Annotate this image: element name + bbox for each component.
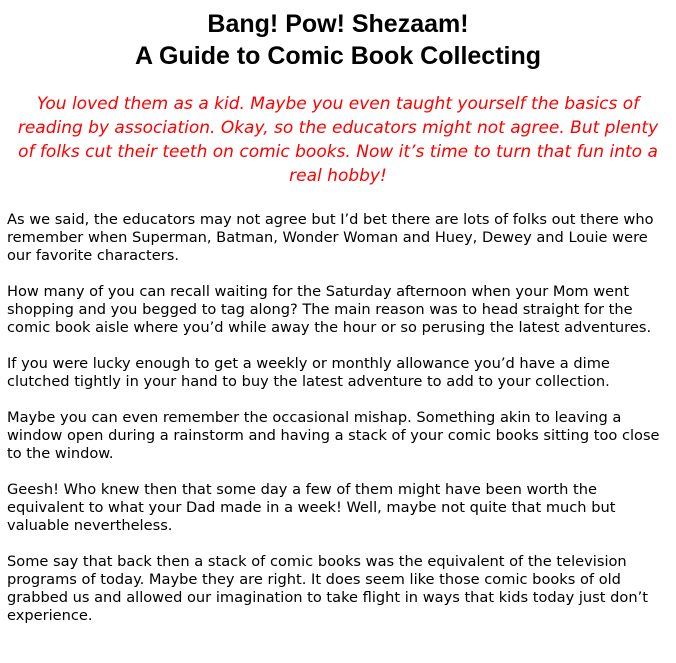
- title-line-1: Bang! Pow! Shezaam!: [207, 10, 469, 38]
- article: [7, 8, 669, 625]
- body-paragraph: Some say that back then a stack of comic books was the equivalent of the television programs of today. Maybe they are right. It does seem like those comic books of old grabbed us and allowed our imagination to take flight in ways that kids today just don’t experience.: [7, 553, 648, 624]
- title-line-2: A Guide to Comic Book Collecting: [134, 42, 542, 70]
- body-paragraph: If you were lucky enough to get a weekly or monthly allowance you’d have a dime clutched tightly in your hand to buy the latest adventure to add to your collection.: [7, 355, 610, 390]
- article-title: [7, 8, 669, 72]
- intro-paragraph: You loved them as a kid. Maybe you even taught yourself the basics of reading by association. Okay, so the educators might not agree. But plenty of folks cut their teeth on comic books. Now it’s time to turn that fun into a real hobby!: [17, 94, 659, 186]
- body-paragraph: Geesh! Who knew then that some day a few of them might have been worth the equivalent to what your Dad made in a week! Well, maybe not quite that much but valuable nevertheless.: [7, 481, 616, 534]
- body-paragraph: Maybe you can even remember the occasional mishap. Something akin to leaving a window open during a rainstorm and having a stack of your comic books sitting too close to the window.: [7, 409, 660, 462]
- body-paragraph: How many of you can recall waiting for the Saturday afternoon when your Mom went shopping and you begged to tag along? The main reason was to head straight for the comic book aisle where you’d while away the hour or so perusing the latest adventures.: [7, 283, 652, 336]
- body-paragraph: As we said, the educators may not agree but I’d bet there are lots of folks out there who remember when Superman, Batman, Wonder Woman and Huey, Dewey and Louie were our favorite characters.: [7, 211, 654, 264]
